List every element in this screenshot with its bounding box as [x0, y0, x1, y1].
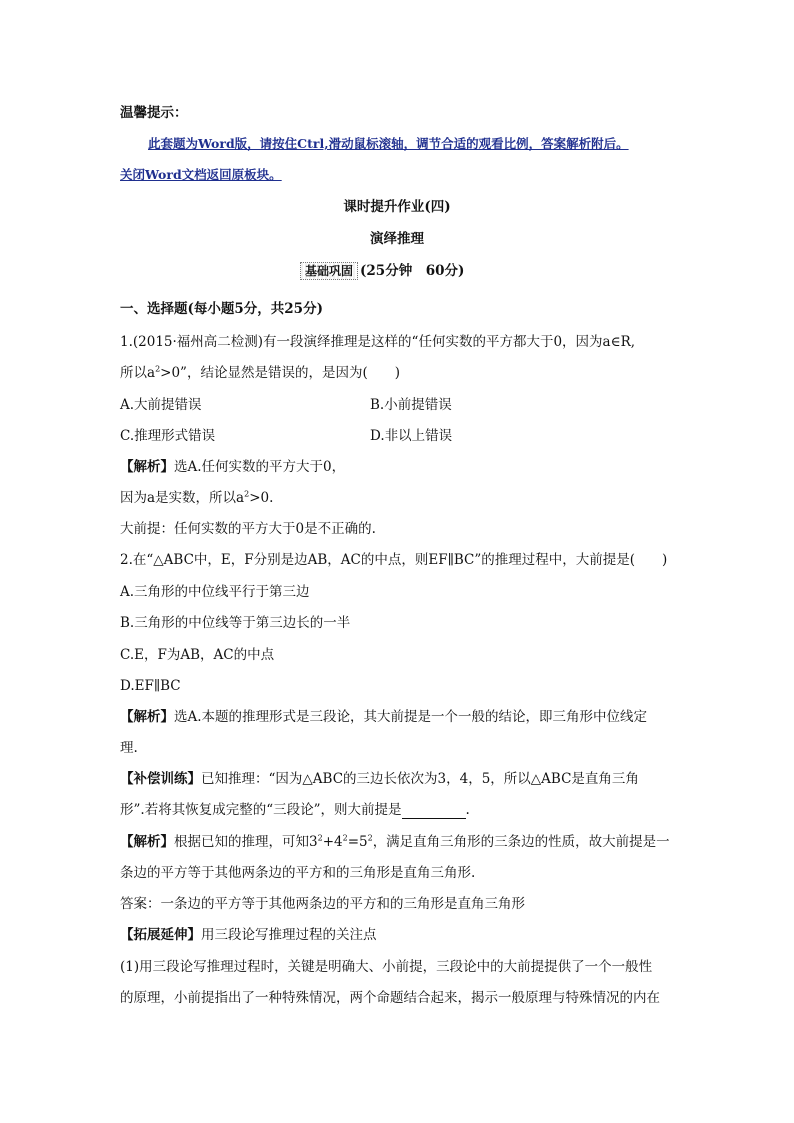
supplement-text: 形”.若将其恢复成完整的“三段论”，则大前提是: [120, 802, 402, 818]
supplement-analysis-2: 条边的平方等于其他两条边的平方和的三角形是直角三角形.: [120, 865, 476, 881]
analysis-tag: 【解析】: [120, 459, 174, 475]
q1-option-d: D.非以上错误: [370, 428, 453, 444]
extension-title: [120, 926, 377, 944]
supplement-analysis-1: [120, 833, 670, 851]
q2-analysis-2: 理.: [120, 740, 138, 756]
q1-option-a: A.大前提错误: [120, 397, 202, 413]
analysis-tag: 【解析】: [120, 834, 174, 850]
basic-badge: 基础巩固: [300, 262, 358, 280]
q1-line-2: [120, 364, 400, 382]
q2-option-a: A.三角形的中位线平行于第三边: [120, 584, 310, 600]
q1-option-c: C.推理形式错误: [120, 428, 216, 444]
q1-line-2-text-end: >0”，结论显然是错误的，是因为( ): [160, 365, 400, 381]
section-heading: 一、选择题(每小题5分，共25分): [120, 301, 323, 317]
q1-line-1: 1.(2015·福州高二检测)有一段演绎推理是这样的“任何实数的平方都大于0，因为a∈R,: [120, 334, 636, 350]
notice-line-2: 关闭Word文档返回原板块。: [120, 167, 282, 182]
section-badge-row: [300, 262, 464, 280]
extension-line-1: (1)用三段论写推理过程时，关键是明确大、小前提，三段论中的大前提提供了一个一般性: [120, 959, 653, 975]
q2-analysis-1: [120, 708, 647, 726]
notice-title: 温馨提示：: [120, 105, 188, 121]
q2-line-1: 2.在“△ABC中，E，F分别是边AB，AC的中点，则EF∥BC”的推理过程中，大前提是( ): [120, 552, 668, 568]
supplement-tag: 【补偿训练】: [120, 771, 201, 787]
superscript: 2: [342, 833, 348, 843]
superscript: 2: [367, 833, 373, 843]
analysis-tag: 【解析】: [120, 709, 174, 725]
analysis-text: 根据已知的推理，可知3: [174, 834, 318, 850]
q1-analysis-1: [120, 458, 345, 476]
analysis-text: 因为a是实数，所以a: [120, 490, 245, 506]
extension-line-2: 的原理，小前提指出了一种特殊情况，两个命题结合起来，揭示一般原理与特殊情况的内在: [120, 990, 660, 1006]
q1-analysis-2: [120, 489, 273, 507]
analysis-text: ，满足直角三角形的三条边的性质，故大前提是一: [372, 834, 670, 850]
supplement-line-1: [120, 770, 639, 788]
supplement-text-end: .: [465, 802, 470, 818]
analysis-text-end: >0.: [249, 490, 274, 506]
page-title: 课时提升作业(四): [343, 199, 451, 215]
q1-option-b: B.小前提错误: [370, 397, 452, 413]
q1-line-2-text: 所以a: [120, 365, 156, 381]
analysis-text: +4: [322, 834, 343, 850]
q2-option-b: B.三角形的中位线等于第三边长的一半: [120, 615, 351, 631]
time-info: (25分钟 60分): [360, 263, 465, 279]
q1-analysis-3: 大前提：任何实数的平方大于0是不正确的.: [120, 521, 376, 537]
analysis-text: 选A.任何实数的平方大于0，: [174, 459, 346, 475]
supplement-answer: 答案：一条边的平方等于其他两条边的平方和的三角形是直角三角形: [120, 896, 525, 912]
extension-tag: 【拓展延伸】: [120, 927, 201, 943]
q2-option-c: C.E，F为AB，AC的中点: [120, 647, 275, 663]
notice-line-1: 此套题为Word版，请按住Ctrl,滑动鼠标滚轴，调节合适的观看比例，答案解析附后。: [148, 136, 629, 151]
answer-blank: [402, 804, 466, 819]
superscript: 2: [244, 489, 250, 499]
page-subtitle: 演绎推理: [370, 231, 424, 247]
analysis-text: 选A.本题的推理形式是三段论，其大前提是一个一般的结论，即三角形中位线定: [174, 709, 648, 725]
supplement-text: 已知推理：“因为△ABC的三边长依次为3，4，5，所以△ABC是直角三角: [201, 771, 639, 787]
superscript: 2: [155, 364, 161, 374]
q2-option-d: D.EF∥BC: [120, 678, 181, 694]
supplement-line-2: [120, 801, 470, 819]
extension-title-text: 用三段论写推理过程的关注点: [201, 927, 377, 943]
superscript: 2: [317, 833, 323, 843]
analysis-text: =5: [347, 834, 368, 850]
